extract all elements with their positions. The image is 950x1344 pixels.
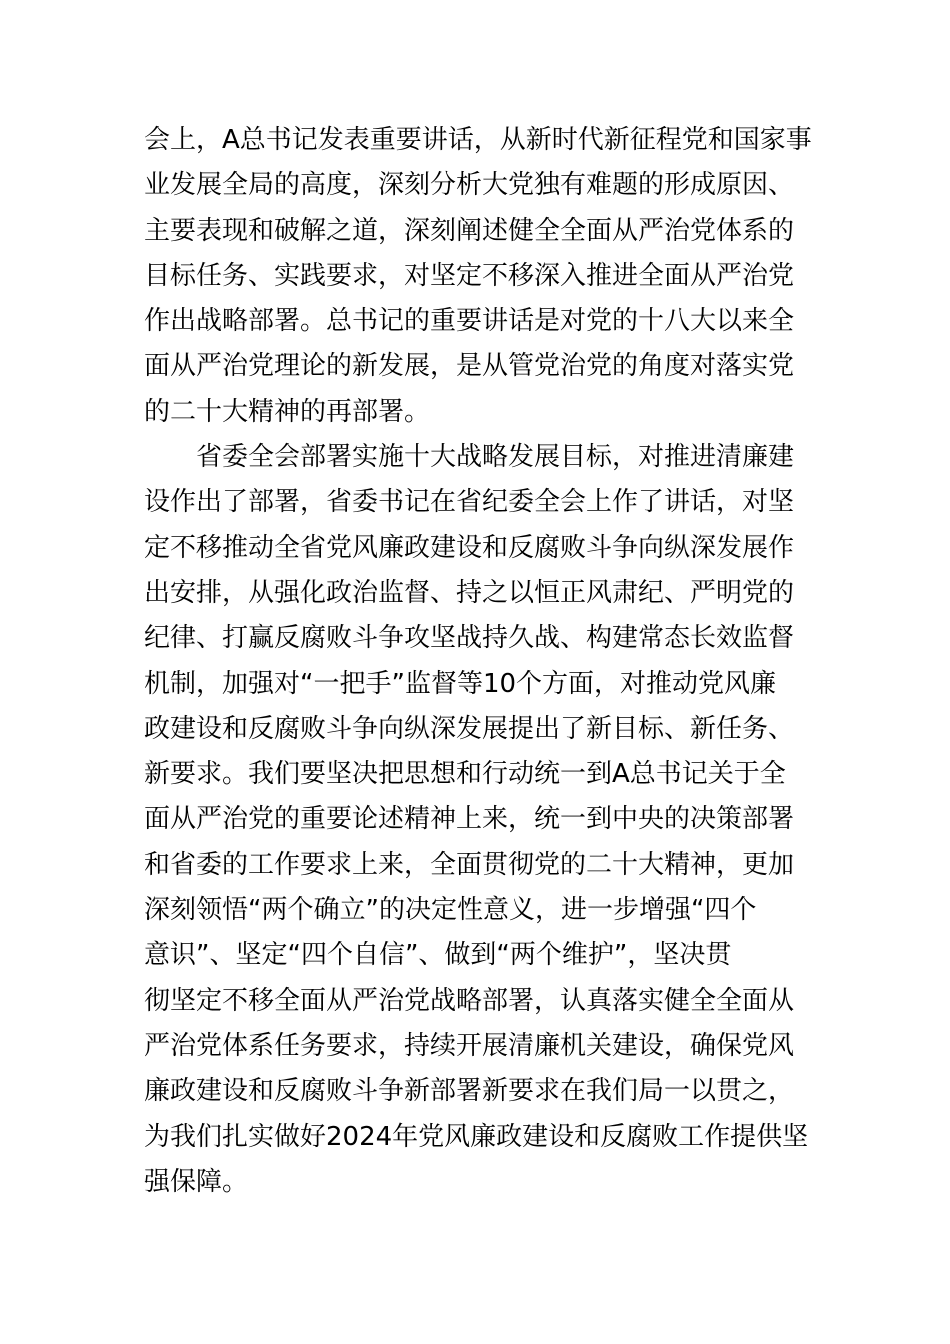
text-line: 和省委的工作要求上来，全面贯彻党的二十大精神，更加 <box>144 849 795 880</box>
text-line: 强保障。 <box>144 1166 249 1197</box>
text-line: 廉政建设和反腐败斗争新部署新要求在我们局一以贯之， <box>144 1076 795 1107</box>
text-line: 意识”、坚定“四个自信”、做到“两个维护”，坚决贯 <box>144 940 732 971</box>
text-line: 目标任务、实践要求，对坚定不移深入推进全面从严治党 <box>144 260 795 291</box>
text-line: 面从严治党理论的新发展，是从管党治党的角度对落实党 <box>144 351 795 382</box>
text-line: 彻坚定不移全面从严治党战略部署，认真落实健全全面从 <box>144 985 795 1016</box>
paragraph-2 <box>144 435 810 1250</box>
text-line: 政建设和反腐败斗争向纵深发展提出了新目标、新任务、 <box>144 713 795 744</box>
text-line: 主要表现和破解之道，深刻阐述健全全面从严治党体系的 <box>144 215 795 246</box>
text-line: 出安排，从强化政治监督、持之以恒正风肃纪、严明党的 <box>144 577 795 608</box>
text-line: 深刻领悟“两个确立”的决定性意义，进一步增强“四个 <box>144 895 757 926</box>
document-body <box>144 118 810 1250</box>
text-line: 会上，A总书记发表重要讲话，从新时代新征程党和国家事 <box>144 125 812 155</box>
text-line: 的二十大精神的再部署。 <box>144 396 431 427</box>
text-line: 业发展全局的高度，深刻分析大党独有难题的形成原因、 <box>144 170 795 201</box>
text-line: 新要求。我们要坚决把思想和行动统一到A总书记关于全 <box>144 759 786 790</box>
paragraph-1 <box>144 118 810 435</box>
text-line: 严治党体系任务要求，持续开展清廉机关建设，确保党风 <box>144 1030 795 1061</box>
text-line: 作出战略部署。总书记的重要讲话是对党的十八大以来全 <box>144 306 795 337</box>
text-line-indented: 省委全会部署实施十大战略发展目标，对推进清廉建 <box>196 442 795 473</box>
text-line: 机制，加强对“一把手”监督等10个方面，对推动党风廉 <box>144 668 777 699</box>
text-line <box>144 1205 810 1250</box>
text-line: 纪律、打赢反腐败斗争攻坚战持久战、构建常态长效监督 <box>144 623 795 654</box>
text-line: 设作出了部署，省委书记在省纪委全会上作了讲话，对坚 <box>144 487 795 518</box>
text-line: 为我们扎实做好2024年党风廉政建设和反腐败工作提供坚 <box>144 1121 809 1152</box>
text-line: 面从严治党的重要论述精神上来，统一到中央的决策部署 <box>144 804 795 835</box>
text-line: 定不移推动全省党风廉政建设和反腐败斗争向纵深发展作 <box>144 532 795 563</box>
